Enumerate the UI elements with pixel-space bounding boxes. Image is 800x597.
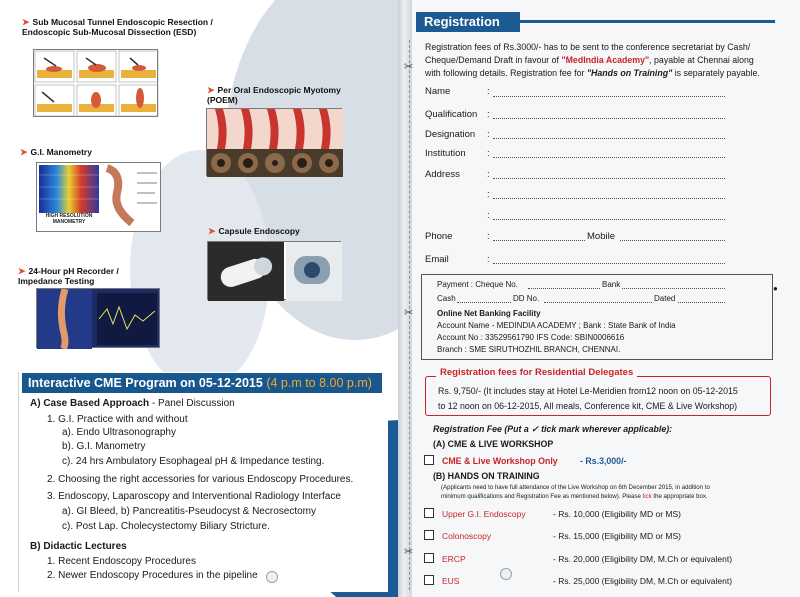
- fee-b-heading: (B) HANDS ON TRAINING: [433, 471, 540, 481]
- account-name: Account Name - MEDINDIA ACADEMY ; Bank : State Bank of India: [437, 321, 676, 330]
- email-label: Email: [425, 254, 449, 265]
- designation-label: Designation: [425, 129, 476, 140]
- arrow-icon: ➤: [22, 17, 30, 27]
- cme-item-1b: b). G.I. Manometry: [62, 441, 146, 452]
- mobile-label: Mobile: [587, 231, 615, 242]
- colon: :: [487, 109, 490, 120]
- cme-time: (4 p.m to 8.00 p.m): [266, 376, 372, 390]
- email-field[interactable]: [493, 263, 725, 264]
- cme-item-1: 1. G.I. Practice with and without: [47, 414, 188, 425]
- arrow-icon: ➤: [20, 147, 28, 157]
- ph-recorder-image: [36, 288, 160, 348]
- ercp-checkbox[interactable]: [424, 553, 434, 563]
- colon: :: [487, 189, 490, 200]
- fee-b-note-1: (Applicants need to have full attendance of the Live Workshop on 6th December 2015, in addition to: [441, 484, 710, 491]
- address-field-3[interactable]: [493, 219, 725, 220]
- title-rule: [520, 20, 775, 23]
- cheque-no-field[interactable]: [528, 288, 600, 289]
- name-label: Name: [425, 86, 451, 97]
- registration-intro: Registration fees of Rs.3000/- has to be sent to the conference secretariat by Cash/ Cheque/Demand Draft in favour of "MedIndia Academy", payable at Chennai along with following details. Registration fee for "Hands on Training" is separately payable.: [425, 42, 760, 78]
- qualification-field[interactable]: [493, 118, 725, 119]
- manometry-caption: HIGH RESOLUTION MANOMETRY: [39, 213, 99, 225]
- fee-a-heading: (A) CME & LIVE WORKSHOP: [433, 439, 554, 449]
- esd-label: ➤ Sub Mucosal Tunnel Endoscopic Resection / Endoscopic Sub-Mucosal Dissection (ESD): [22, 17, 213, 37]
- option-name: EUS: [442, 576, 460, 586]
- punch-hole: [500, 568, 512, 580]
- colon: :: [487, 169, 490, 180]
- dated-label: Dated: [654, 294, 676, 303]
- colonoscopy-checkbox[interactable]: [424, 530, 434, 540]
- option-price: - Rs. 10,000 (Eligibility MD or MS): [553, 509, 682, 519]
- cme-workshop-checkbox[interactable]: [424, 455, 434, 465]
- cme-item-1a: a). Endo Ultrasonography: [62, 427, 176, 438]
- eus-checkbox[interactable]: [424, 575, 434, 585]
- fee-b-note-2: minimum qualifications and Registration Fee as mentioned below). Please tick the appropriate box.: [441, 493, 708, 500]
- name-field[interactable]: [493, 96, 725, 97]
- option-price: - Rs. 15,000 (Eligibility MD or MS): [553, 531, 682, 541]
- manometry-image: [36, 162, 161, 232]
- scissors-icon: ✂: [404, 61, 414, 73]
- payment-cheque-label: Payment : Cheque No.: [437, 280, 518, 289]
- address-field-1[interactable]: [493, 178, 725, 179]
- arrow-icon: ➤: [208, 226, 216, 236]
- residential-line-1: Rs. 9,750/- (It includes stay at Hotel Le-Meridien from12 noon on 05-12-2015: [438, 386, 738, 396]
- colon: :: [487, 210, 490, 221]
- address-field-2[interactable]: [493, 198, 725, 199]
- poem-illustration: [206, 108, 342, 176]
- option-price: - Rs. 20,000 (Eligibility DM, M.Ch or equivalent): [553, 554, 733, 564]
- mobile-field[interactable]: [620, 240, 725, 241]
- residential-title: Registration fees for Residential Delegates: [436, 367, 637, 378]
- net-banking-title: Online Net Banking Facility: [437, 309, 541, 318]
- registration-title: Registration: [416, 12, 520, 32]
- fee-title: Registration Fee (Put a ✓ tick mark wherever applicable):: [433, 424, 673, 434]
- colon: :: [487, 129, 490, 140]
- esd-illustration-grid: [33, 49, 158, 117]
- cme-a-heading: A) Case Based Approach - Panel Discussion: [30, 398, 235, 409]
- scissors-icon: ✂: [404, 546, 414, 558]
- cme-b-2: 2. Newer Endoscopy Procedures in the pipeline: [47, 570, 258, 581]
- cme-b-heading: B) Didactic Lectures: [30, 541, 127, 552]
- cash-label: Cash: [437, 294, 456, 303]
- ph-label: ➤ 24-Hour pH Recorder / Impedance Testing: [18, 266, 119, 286]
- colon: :: [487, 86, 490, 97]
- residential-line-2: to 12 noon on 06-12-2015, All meals, Conference kit, CME & Live Workshop): [438, 401, 738, 411]
- institution-field[interactable]: [493, 157, 725, 158]
- bank-field[interactable]: [622, 288, 725, 289]
- dd-no-field[interactable]: [544, 302, 652, 303]
- dd-no-label: DD No.: [513, 294, 540, 303]
- fee-a-option: CME & Live Workshop Only: [442, 456, 558, 466]
- option-name: Upper G.I. Endoscopy: [442, 509, 526, 519]
- institution-label: Institution: [425, 148, 466, 159]
- poem-label: ➤ Per Oral Endoscopic Myotomy (POEM): [207, 85, 341, 105]
- cme-item-2: 2. Choosing the right accessories for various Endoscopy Procedures.: [47, 474, 354, 485]
- payment-bank-label: Bank: [602, 280, 621, 289]
- address-label: Address: [425, 169, 460, 180]
- bullet-icon: ●: [773, 284, 778, 293]
- colon: :: [487, 254, 490, 265]
- option-name: ERCP: [442, 554, 466, 564]
- cme-item-3c: c). Post Lap. Cholecystectomy Biliary Stricture.: [62, 521, 270, 532]
- phone-label: Phone: [425, 231, 453, 242]
- phone-field[interactable]: [493, 240, 585, 241]
- fee-a-price: - Rs.3,000/-: [580, 456, 627, 466]
- manometry-label: ➤ G.I. Manometry: [20, 147, 92, 157]
- cme-b-1: 1. Recent Endoscopy Procedures: [47, 556, 196, 567]
- cme-title-bar: [22, 373, 382, 393]
- branch: Branch : SME SIRUTHOZHIL BRANCH, CHENNAI.: [437, 345, 621, 354]
- colon: :: [487, 231, 490, 242]
- colon: :: [487, 148, 490, 159]
- qualification-label: Qualification: [425, 109, 478, 120]
- cme-item-1c: c). 24 hrs Ambulatory Esophageal pH & Impedance testing.: [62, 456, 325, 467]
- option-price: - Rs. 25,000 (Eligibility DM, M.Ch or equivalent): [553, 576, 733, 586]
- scissors-icon: ✂: [404, 307, 414, 319]
- designation-field[interactable]: [493, 138, 725, 139]
- arrow-icon: ➤: [207, 85, 215, 95]
- cme-item-3: 3. Endoscopy, Laparoscopy and Interventional Radiology Interface: [47, 491, 341, 502]
- punch-hole: [266, 571, 278, 583]
- cme-title: Interactive CME Program on 05-12-2015: [28, 376, 263, 390]
- cash-field[interactable]: [457, 302, 511, 303]
- option-name: Colonoscopy: [442, 531, 492, 541]
- account-no: Account No : 33529561790 IFS Code: SBIN0006616: [437, 333, 625, 342]
- upper-gi-checkbox[interactable]: [424, 508, 434, 518]
- arrow-icon: ➤: [18, 266, 26, 276]
- dated-field[interactable]: [678, 302, 725, 303]
- capsule-label: ➤ Capsule Endoscopy: [208, 226, 300, 236]
- cme-item-3a: a). GI Bleed, b) Pancreatitis-Pseudocyst & Necrosectomy: [62, 506, 316, 517]
- capsule-image: [207, 241, 341, 300]
